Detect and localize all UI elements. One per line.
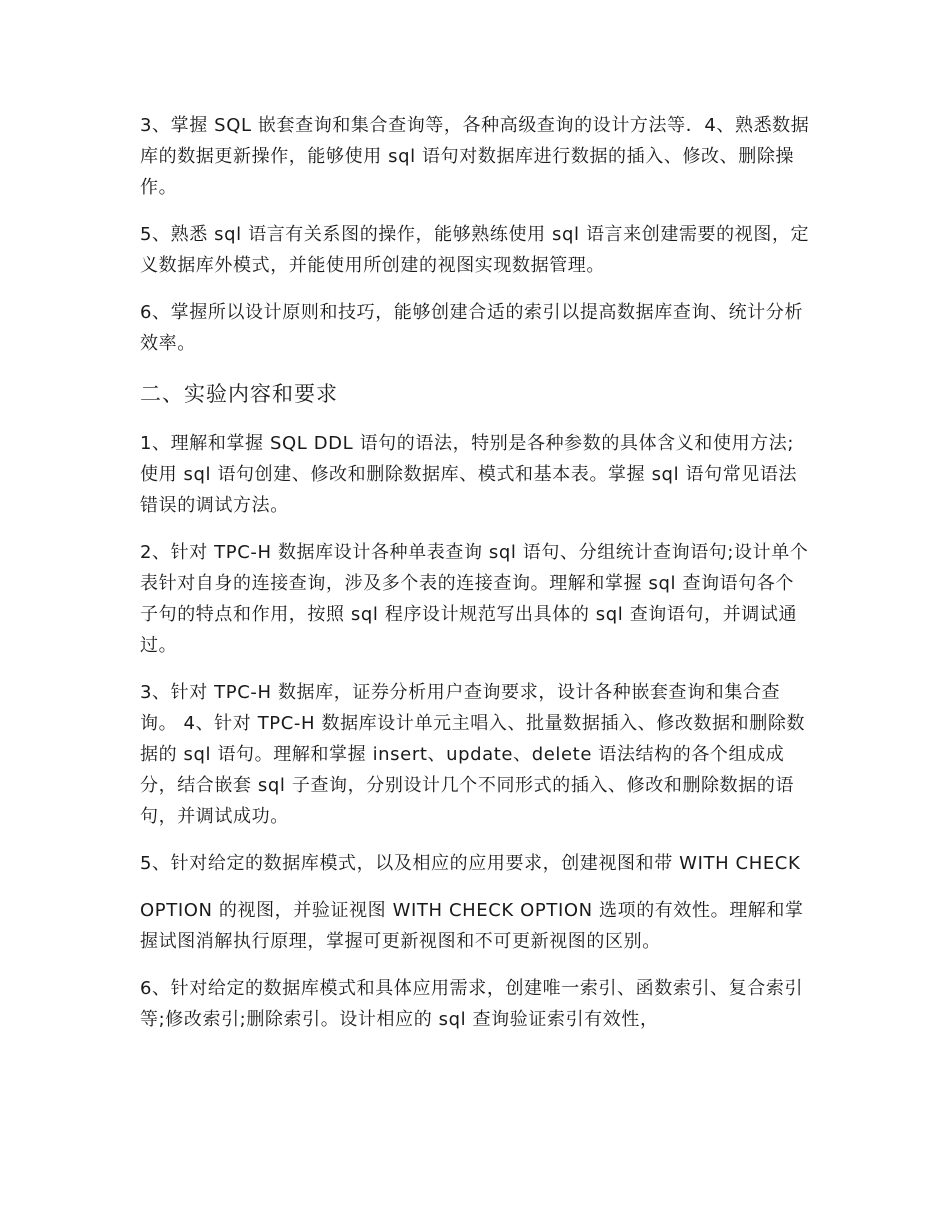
paragraph-content-3-4: 3、针对 TPC-H 数据库，证券分析用户查询要求，设计各种嵌套查询和集合查询。 4、针对 TPC-H 数据库设计单元主唱入、批量数据插入、修改数据和删除数据的 sql 语句。理解和掌握 insert、update、delete 语法结构的各个组成成分，结合嵌套 sql 子查询，分别设计几个不同形式的插入、修改和删除数据的语句，并调试成功。	[140, 682, 806, 827]
paragraph-content-1: 1、理解和掌握 SQL DDL 语句的语法，特别是各种参数的具体含义和使用方法;使用 sql 语句创建、修改和删除数据库、模式和基本表。掌握 sql 语句常见语法错误的调试方法。	[140, 433, 798, 516]
paragraph-content-2: 2、针对 TPC-H 数据库设计各种单表查询 sql 语句、分组统计查询语句;设计单个表针对自身的连接查询，涉及多个表的连接查询。理解和掌握 sql 查询语句各个子句的特点和作用，按照 sql 程序设计规范写出具体的 sql 查询语句，并调试通过。	[140, 542, 809, 656]
section-heading: 二、实验内容和要求	[140, 382, 338, 406]
paragraph-objective-3-4: 3、掌握 SQL 嵌套查询和集合查询等，各种高级查询的设计方法等．4、熟悉数据库的数据更新操作，能够使用 sql 语句对数据库进行数据的插入、修改、删除操作。	[140, 115, 810, 198]
paragraph-content-5-part1: 5、针对给定的数据库模式，以及相应的应用要求，创建视图和带 WITH CHECK	[140, 853, 801, 874]
paragraph-objective-5: 5、熟悉 sql 语言有关系图的操作，能够熟练使用 sql 语言来创建需要的视图，定义数据库外模式，并能使用所创建的视图实现数据管理。	[140, 224, 810, 276]
paragraph-objective-6: 6、掌握所以设计原则和技巧，能够创建合适的索引以提高数据库查询、统计分析效率。	[140, 302, 804, 354]
paragraph-content-5-part2: OPTION 的视图，并验证视图 WITH CHECK OPTION 选项的有效性。理解和掌握试图消解执行原理，掌握可更新视图和不可更新视图的区别。	[140, 900, 804, 952]
paragraph-content-6: 6、针对给定的数据库模式和具体应用需求，创建唯一索引、函数索引、复合索引等;修改索引;删除索引。设计相应的 sql 查询验证索引有效性，	[140, 978, 804, 1030]
document-page	[140, 110, 812, 1051]
